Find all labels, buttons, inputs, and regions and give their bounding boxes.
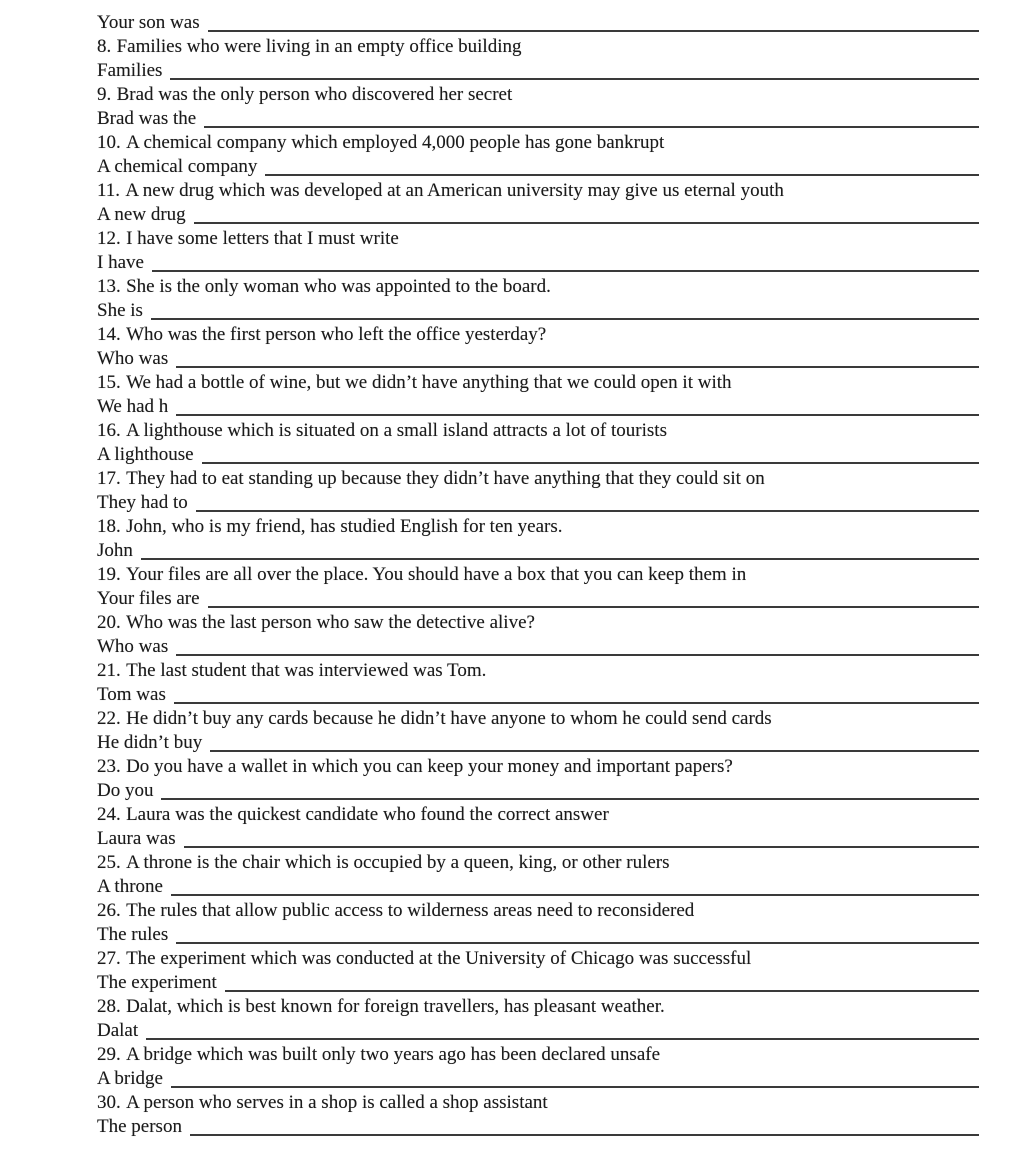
answer-blank-line (171, 894, 979, 896)
answer-prompt: The rules (97, 924, 169, 945)
exercise-answer-row (97, 491, 981, 515)
answer-blank-line (170, 78, 979, 80)
exercise-sentence-text: A throne is the chair which is occupied by a queen, king, or other rulers (126, 852, 670, 873)
exercise-sentence (97, 995, 981, 1019)
exercise-answer-row (97, 1019, 981, 1043)
exercise-answer-row (97, 731, 981, 755)
exercise-answer-row (97, 1115, 981, 1139)
exercise-sentence-text: Who was the first person who left the office yesterday? (126, 324, 547, 345)
exercise-number: 29. (97, 1044, 121, 1065)
exercise-answer-row (97, 635, 981, 659)
exercise-sentence-text: The experiment which was conducted at the University of Chicago was successful (126, 948, 752, 969)
exercise-answer-row (97, 923, 981, 947)
exercise-sentence-text: Brad was the only person who discovered her secret (116, 84, 513, 105)
answer-prompt: The person (97, 1116, 182, 1137)
exercise-number: 20. (97, 612, 121, 633)
exercise-number: 10. (97, 132, 121, 153)
exercise-answer-row (97, 875, 981, 899)
answer-prompt: He didn’t buy (97, 732, 203, 753)
exercise-number: 12. (97, 228, 121, 249)
answer-prompt: Tom was (97, 684, 166, 705)
exercise-sentence-text: We had a bottle of wine, but we didn’t have anything that we could open it with (126, 372, 732, 393)
answer-blank-line (176, 366, 979, 368)
exercise-sentence-text: A chemical company which employed 4,000 people has gone bankrupt (126, 132, 665, 153)
lead-answer-row (97, 11, 981, 35)
answer-prompt: Brad was the (97, 108, 197, 129)
answer-prompt: A bridge (97, 1068, 163, 1089)
answer-blank-line (176, 654, 979, 656)
answer-blank-line (152, 270, 979, 272)
exercise-number: 14. (97, 324, 121, 345)
answer-blank-line (194, 222, 979, 224)
answer-prompt: Do you (97, 780, 154, 801)
exercise-answer-row (97, 395, 981, 419)
answer-prompt: Families (97, 60, 163, 81)
answer-blank-line (176, 942, 979, 944)
exercise-number: 19. (97, 564, 121, 585)
answer-blank-line (171, 1086, 979, 1088)
answer-blank-line (176, 414, 979, 416)
exercise-number: 16. (97, 420, 121, 441)
exercise-sentence (97, 1091, 981, 1115)
exercise-number: 11. (97, 180, 121, 201)
exercise-sentence-text: Dalat, which is best known for foreign travellers, has pleasant weather. (126, 996, 665, 1017)
exercise-sentence-text: They had to eat standing up because they didn’t have anything that they could sit on (126, 468, 765, 489)
answer-prompt: Dalat (97, 1020, 139, 1041)
answer-blank-line (208, 30, 979, 32)
exercise-number: 9. (97, 84, 112, 105)
answer-blank-line (265, 174, 979, 176)
exercise-sentence-text: Your files are all over the place. You should have a box that you can keep them in (126, 564, 747, 585)
exercise-sentence (97, 371, 981, 395)
exercise-number: 26. (97, 900, 121, 921)
exercise-answer-row (97, 971, 981, 995)
exercise-answer-row (97, 299, 981, 323)
answer-blank-line (141, 558, 979, 560)
answer-blank-line (161, 798, 979, 800)
exercise-answer-row (97, 1067, 981, 1091)
exercise-sentence (97, 755, 981, 779)
exercise-sentence-text: A bridge which was built only two years ago has been declared unsafe (126, 1044, 661, 1065)
exercise-answer-row (97, 107, 981, 131)
exercise-sentence (97, 179, 981, 203)
answer-prompt: She is (97, 300, 143, 321)
answer-prompt: Your files are (97, 588, 200, 609)
exercise-sentence (97, 803, 981, 827)
exercise-answer-row (97, 443, 981, 467)
answer-prompt: They had to (97, 492, 188, 513)
answer-blank-line (174, 702, 979, 704)
exercise-sentence (97, 35, 981, 59)
answer-blank-line (202, 462, 979, 464)
exercise-sentence-text: The rules that allow public access to wilderness areas need to reconsidered (126, 900, 695, 921)
answer-blank-line (208, 606, 979, 608)
exercise-number: 8. (97, 36, 112, 57)
exercise-sentence-text: The last student that was interviewed was Tom. (126, 660, 487, 681)
answer-prompt: Who was (97, 348, 169, 369)
exercise-sentence (97, 419, 981, 443)
exercise-answer-row (97, 827, 981, 851)
answer-prompt: A lighthouse (97, 444, 194, 465)
answer-blank-line (146, 1038, 979, 1040)
exercise-sentence-text: Laura was the quickest candidate who found the correct answer (126, 804, 609, 825)
answer-prompt: The experiment (97, 972, 217, 993)
exercise-number: 24. (97, 804, 121, 825)
exercise-sentence-text: A lighthouse which is situated on a small island attracts a lot of tourists (126, 420, 667, 441)
answer-blank-line (184, 846, 979, 848)
answer-prompt: I have (97, 252, 144, 273)
exercise-sentence (97, 947, 981, 971)
answer-prompt: A chemical company (97, 156, 258, 177)
exercise-answer-row (97, 587, 981, 611)
answer-prompt: Who was (97, 636, 169, 657)
exercise-sentence (97, 899, 981, 923)
exercise-answer-row (97, 155, 981, 179)
exercise-answer-row (97, 683, 981, 707)
answer-prompt: John (97, 540, 133, 561)
exercise-number: 25. (97, 852, 121, 873)
exercise-sentence-text: A person who serves in a shop is called a shop assistant (126, 1092, 548, 1113)
exercise-answer-row (97, 539, 981, 563)
exercise-sentence (97, 563, 981, 587)
exercise-sentence (97, 227, 981, 251)
exercise-number: 13. (97, 276, 121, 297)
answer-blank-line (151, 318, 979, 320)
answer-blank-line (225, 990, 979, 992)
exercise-sentence-text: Families who were living in an empty office building (116, 36, 522, 57)
exercise-sentence (97, 83, 981, 107)
exercise-answer-row (97, 347, 981, 371)
exercise-sentence (97, 851, 981, 875)
answer-prompt: Your son was (97, 12, 200, 33)
exercise-sentence (97, 1043, 981, 1067)
exercise-sentence-text: She is the only woman who was appointed to the board. (126, 276, 551, 297)
exercise-answer-row (97, 251, 981, 275)
exercise-answer-row (97, 779, 981, 803)
answer-blank-line (190, 1134, 979, 1136)
exercise-sentence (97, 611, 981, 635)
exercise-number: 15. (97, 372, 121, 393)
exercise-sentence (97, 131, 981, 155)
answer-prompt: Laura was (97, 828, 176, 849)
exercise-number: 30. (97, 1092, 121, 1113)
exercise-list (97, 35, 981, 1139)
exercise-sentence-text: A new drug which was developed at an American university may give us eternal youth (125, 180, 784, 201)
exercise-sentence (97, 659, 981, 683)
exercise-sentence-text: John, who is my friend, has studied English for ten years. (126, 516, 563, 537)
exercise-number: 28. (97, 996, 121, 1017)
exercise-sentence-text: I have some letters that I must write (126, 228, 399, 249)
exercise-answer-row (97, 203, 981, 227)
exercise-sentence (97, 707, 981, 731)
exercise-sentence-text: Who was the last person who saw the detective alive? (126, 612, 535, 633)
exercise-number: 27. (97, 948, 121, 969)
exercise-sentence (97, 275, 981, 299)
answer-prompt: We had h (97, 396, 169, 417)
answer-blank-line (204, 126, 979, 128)
answer-blank-line (210, 750, 979, 752)
exercise-number: 22. (97, 708, 121, 729)
exercise-number: 17. (97, 468, 121, 489)
exercise-sentence-text: Do you have a wallet in which you can keep your money and important papers? (126, 756, 733, 777)
answer-prompt: A new drug (97, 204, 186, 225)
exercise-number: 18. (97, 516, 121, 537)
exercise-number: 23. (97, 756, 121, 777)
exercise-number: 21. (97, 660, 121, 681)
exercise-sentence-text: He didn’t buy any cards because he didn’t have anyone to whom he could send cards (126, 708, 772, 729)
exercise-sentence (97, 467, 981, 491)
exercise-answer-row (97, 59, 981, 83)
answer-blank-line (196, 510, 979, 512)
exercise-sentence (97, 515, 981, 539)
exercise-sentence (97, 323, 981, 347)
answer-prompt: A throne (97, 876, 163, 897)
